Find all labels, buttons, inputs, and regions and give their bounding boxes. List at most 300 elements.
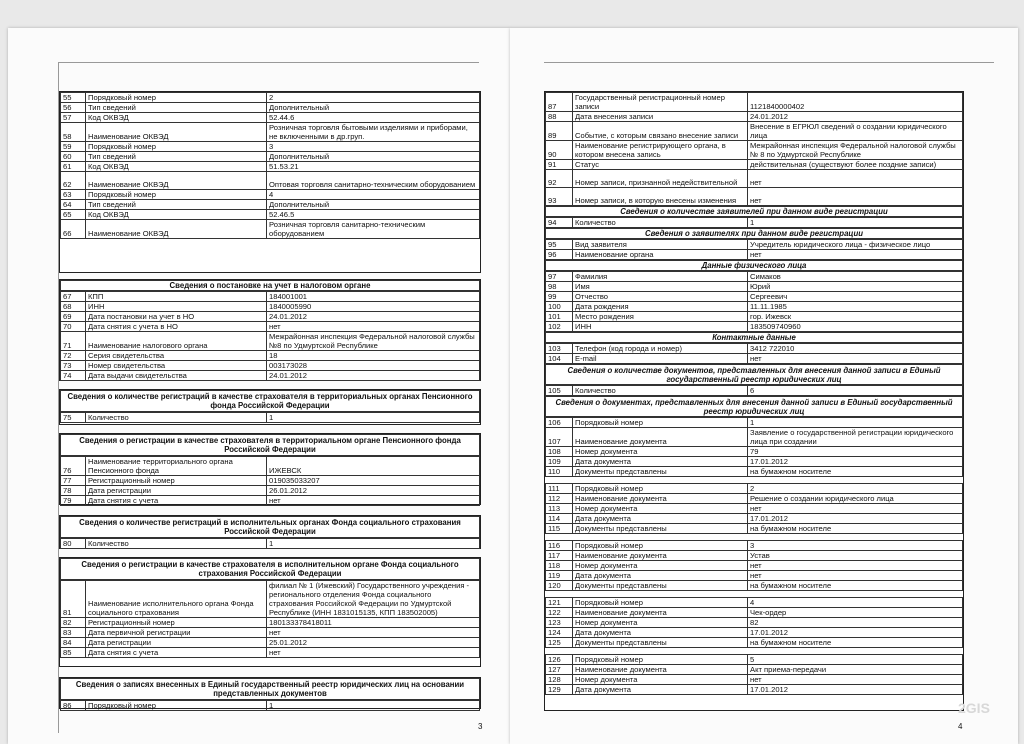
table-row <box>61 103 480 113</box>
table-row <box>61 618 480 628</box>
table-row <box>546 312 963 322</box>
field-name: Порядковый номер <box>573 541 748 551</box>
field-name: Документы представлены <box>573 581 748 591</box>
row-number: 75 <box>61 413 86 423</box>
table-row <box>61 457 480 476</box>
field-value: нет <box>267 496 480 506</box>
field-name: Регистрационный номер <box>86 476 267 486</box>
row-number: 90 <box>546 141 573 160</box>
field-name: Количество <box>86 539 267 549</box>
field-value: гор. Ижевск <box>748 312 963 322</box>
row-number: 97 <box>546 272 573 282</box>
field-name: Событие, с которым связано внесение записи <box>573 122 748 141</box>
field-name: Вид заявителя <box>573 240 748 250</box>
table-row <box>61 638 480 648</box>
section-title: Сведения о количестве документов, представленных для внесения данной записи в Единый государственный реестр юридических лиц <box>546 365 963 385</box>
table-row <box>546 581 963 591</box>
field-value: 4 <box>267 190 480 200</box>
field-name: Порядковый номер <box>573 598 748 608</box>
okved-block <box>59 91 481 273</box>
row-number: 108 <box>546 447 573 457</box>
field-value: Симаков <box>748 272 963 282</box>
table-row <box>546 93 963 112</box>
field-value: нет <box>748 188 963 206</box>
watermark-2gis: 2GIS <box>958 700 990 716</box>
field-value: 1121840000402 <box>748 93 963 112</box>
field-name: Код ОКВЭД <box>86 210 267 220</box>
row-number: 88 <box>546 112 573 122</box>
table-row <box>546 524 963 534</box>
row-number: 76 <box>61 457 86 476</box>
row-number: 98 <box>546 282 573 292</box>
section-title: Сведения о заявителях при данном виде регистрации <box>546 229 963 239</box>
table-row <box>61 113 480 123</box>
field-value: нет <box>748 170 963 188</box>
fss-count-table <box>60 538 480 549</box>
pfr-count-block <box>59 389 481 425</box>
field-name: E-mail <box>573 354 748 364</box>
field-name: Наименование документа <box>573 608 748 618</box>
field-name: Порядковый номер <box>86 190 267 200</box>
table-row <box>61 210 480 220</box>
field-value: на бумажном носителе <box>748 581 963 591</box>
table-row <box>546 457 963 467</box>
contacts-table <box>545 343 963 364</box>
field-name: Отчество <box>573 292 748 302</box>
field-name: Дата постановки на учет в НО <box>86 312 267 322</box>
field-value: 51.53.21 <box>267 162 480 172</box>
row-number: 115 <box>546 524 573 534</box>
row-number: 114 <box>546 514 573 524</box>
field-name: ИНН <box>86 302 267 312</box>
row-number: 107 <box>546 428 573 447</box>
row-number: 118 <box>546 561 573 571</box>
table-row <box>61 292 480 302</box>
field-value: Чек-ордер <box>748 608 963 618</box>
field-value: 17.01.2012 <box>748 457 963 467</box>
field-value: 18 <box>267 351 480 361</box>
field-value: Оптовая торговля санитарно-техническим оборудованием <box>267 172 480 190</box>
table-row <box>61 413 480 423</box>
field-name: Дата снятия с учета <box>86 496 267 506</box>
field-value: филиал № 1 (Ижевский) Государственного учреждения - регионального отделения Фонда социального страхования Российской Федерации по Удмуртской Республике (ИНН 1831015135, КПП 183502005) <box>267 581 480 618</box>
document-group-table <box>545 417 963 477</box>
table-row <box>61 476 480 486</box>
field-name: Количество <box>573 386 748 396</box>
field-value: Внесение в ЕГРЮЛ сведений о создании юридического лица <box>748 122 963 141</box>
field-name: Порядковый номер <box>86 93 267 103</box>
row-number: 102 <box>546 322 573 332</box>
field-value: на бумажном носителе <box>748 467 963 477</box>
row-number: 105 <box>546 386 573 396</box>
field-name: Наименование документа <box>573 551 748 561</box>
field-value: 24.01.2012 <box>748 112 963 122</box>
field-name: Наименование документа <box>573 428 748 447</box>
table-row <box>546 240 963 250</box>
field-name: Дата документа <box>573 685 748 695</box>
field-value: 11.11.1985 <box>748 302 963 312</box>
field-value: на бумажном носителе <box>748 524 963 534</box>
field-value: 26.01.2012 <box>267 486 480 496</box>
row-number: 68 <box>61 302 86 312</box>
field-value: нет <box>748 250 963 260</box>
applicants-count-table <box>545 217 963 228</box>
row-number: 57 <box>61 113 86 123</box>
field-name: ИНН <box>573 322 748 332</box>
table-row <box>546 250 963 260</box>
row-number: 71 <box>61 332 86 351</box>
field-value: нет <box>267 648 480 658</box>
fss-reg-block <box>59 557 481 667</box>
field-value: 2 <box>267 93 480 103</box>
row-number: 94 <box>546 218 573 228</box>
field-name: Код ОКВЭД <box>86 113 267 123</box>
row-number: 56 <box>61 103 86 113</box>
row-number: 123 <box>546 618 573 628</box>
table-row <box>546 344 963 354</box>
table-row <box>546 504 963 514</box>
field-value: 3 <box>267 142 480 152</box>
field-value: 17.01.2012 <box>748 628 963 638</box>
table-row <box>61 581 480 618</box>
field-value: 24.01.2012 <box>267 312 480 322</box>
table-row <box>546 218 963 228</box>
table-row <box>546 447 963 457</box>
row-number: 59 <box>61 142 86 152</box>
field-value: ИЖЕВСК <box>267 457 480 476</box>
field-value: нет <box>748 675 963 685</box>
field-value: нет <box>267 322 480 332</box>
field-name: Наименование органа <box>573 250 748 260</box>
person-table <box>545 271 963 332</box>
field-value: 52.46.5 <box>267 210 480 220</box>
section-title: Сведения о документах, представленных для внесения данной записи в Единый государственный реестр юридических лиц <box>546 397 963 417</box>
field-name: Место рождения <box>573 312 748 322</box>
table-row <box>546 188 963 206</box>
row-number: 80 <box>61 539 86 549</box>
field-name: Дата снятия с учета <box>86 648 267 658</box>
field-value: 3412 722010 <box>748 344 963 354</box>
field-name: Наименование налогового органа <box>86 332 267 351</box>
row-number: 82 <box>61 618 86 628</box>
section-title: Сведения о количестве регистраций в исполнительных органах Фонда социального страхования Российской Федерации <box>61 517 480 538</box>
field-name: Номер документа <box>573 447 748 457</box>
row-number: 73 <box>61 361 86 371</box>
field-value: 79 <box>748 447 963 457</box>
row-number: 69 <box>61 312 86 322</box>
field-value: нет <box>748 571 963 581</box>
section-title: Данные физического лица <box>546 261 963 271</box>
table-row <box>61 220 480 239</box>
table-row <box>546 655 963 665</box>
field-name: Документы представлены <box>573 524 748 534</box>
section-title: Сведения о постановке на учет в налоговом органе <box>61 281 480 291</box>
field-value: 1 <box>748 218 963 228</box>
field-value: 6 <box>748 386 963 396</box>
field-name: Телефон (код города и номер) <box>573 344 748 354</box>
table-row <box>546 571 963 581</box>
table-row <box>61 648 480 658</box>
page-right <box>544 62 994 733</box>
table-row <box>546 675 963 685</box>
row-number: 61 <box>61 162 86 172</box>
fss-count-block <box>59 515 481 549</box>
field-value: Устав <box>748 551 963 561</box>
table-row <box>546 418 963 428</box>
table-row <box>61 152 480 162</box>
row-number: 125 <box>546 638 573 648</box>
field-name: Наименование территориального органа Пенсионного фонда <box>86 457 267 476</box>
table-row <box>61 628 480 638</box>
table-row <box>546 272 963 282</box>
row-number: 111 <box>546 484 573 494</box>
section-title: Сведения о количестве заявителей при данном виде регистрации <box>546 207 963 217</box>
row-number: 77 <box>61 476 86 486</box>
document-group-table <box>545 597 963 648</box>
row-number: 101 <box>546 312 573 322</box>
row-number: 126 <box>546 655 573 665</box>
field-name: Серия свидетельства <box>86 351 267 361</box>
field-name: Дата рождения <box>573 302 748 312</box>
table-row <box>546 141 963 160</box>
row-number: 122 <box>546 608 573 618</box>
field-name: Номер свидетельства <box>86 361 267 371</box>
field-value: 183509740960 <box>748 322 963 332</box>
field-name: Номер документа <box>573 675 748 685</box>
row-number: 110 <box>546 467 573 477</box>
field-value: Дополнительный <box>267 103 480 113</box>
table-row <box>546 292 963 302</box>
field-value: Дополнительный <box>267 152 480 162</box>
field-name: Количество <box>86 413 267 423</box>
field-value: Учредитель юридического лица - физическое лицо <box>748 240 963 250</box>
field-value: нет <box>267 628 480 638</box>
row-number: 72 <box>61 351 86 361</box>
table-row <box>61 332 480 351</box>
table-row <box>546 598 963 608</box>
section-title: Сведения о количестве регистраций в качестве страхователя в территориальных органах Пенсионного фонда Российской Федерации <box>61 391 480 412</box>
field-value: Решение о создании юридического лица <box>748 494 963 504</box>
field-name: Порядковый номер <box>86 142 267 152</box>
table-row <box>546 354 963 364</box>
row-number: 100 <box>546 302 573 312</box>
row-number: 124 <box>546 628 573 638</box>
field-name: Документы представлены <box>573 467 748 477</box>
field-name: Номер записи, признанной недействительной <box>573 170 748 188</box>
table-row <box>546 561 963 571</box>
egrul-block <box>59 677 481 709</box>
table-row <box>546 467 963 477</box>
field-name: Статус <box>573 160 748 170</box>
row-number: 63 <box>61 190 86 200</box>
table-row <box>546 302 963 312</box>
document-group-table <box>545 540 963 591</box>
document-group-table <box>545 483 963 534</box>
row-number: 79 <box>61 496 86 506</box>
tax-table <box>60 291 480 381</box>
field-name: Наименование ОКВЭД <box>86 220 267 239</box>
table-row <box>61 162 480 172</box>
pfr-reg-table <box>60 456 480 506</box>
row-number: 89 <box>546 122 573 141</box>
table-row <box>546 608 963 618</box>
table-row <box>546 170 963 188</box>
row-number: 99 <box>546 292 573 302</box>
table-row <box>546 541 963 551</box>
table-row <box>61 172 480 190</box>
row-number: 86 <box>61 701 86 711</box>
field-name: Номер документа <box>573 618 748 628</box>
table-row <box>546 514 963 524</box>
field-value: 3 <box>748 541 963 551</box>
table-row <box>61 539 480 549</box>
field-name: Количество <box>573 218 748 228</box>
field-value: 25.01.2012 <box>267 638 480 648</box>
field-name: Имя <box>573 282 748 292</box>
field-name: Дата снятия с учета в НО <box>86 322 267 332</box>
record-table <box>545 92 963 206</box>
field-name: Дата первичной регистрации <box>86 628 267 638</box>
field-name: Порядковый номер <box>573 418 748 428</box>
row-number: 112 <box>546 494 573 504</box>
table-row <box>546 638 963 648</box>
section-title: Контактные данные <box>546 333 963 343</box>
row-number: 78 <box>61 486 86 496</box>
row-number: 129 <box>546 685 573 695</box>
field-name: Дата выдачи свидетельства <box>86 371 267 381</box>
row-number: 116 <box>546 541 573 551</box>
table-row <box>61 361 480 371</box>
table-row <box>546 386 963 396</box>
row-number: 60 <box>61 152 86 162</box>
row-number: 70 <box>61 322 86 332</box>
field-value: 1 <box>267 701 480 711</box>
table-row <box>546 112 963 122</box>
row-number: 81 <box>61 581 86 618</box>
row-number: 109 <box>546 457 573 467</box>
field-value: 24.01.2012 <box>267 371 480 381</box>
row-number: 103 <box>546 344 573 354</box>
row-number: 84 <box>61 638 86 648</box>
table-row <box>61 701 480 711</box>
document-group-table <box>545 654 963 695</box>
okved-table <box>60 92 480 239</box>
row-number: 65 <box>61 210 86 220</box>
field-name: Дата документа <box>573 628 748 638</box>
table-row <box>546 494 963 504</box>
field-name: Наименование документа <box>573 665 748 675</box>
table-row <box>61 302 480 312</box>
field-value: действительная (существуют более поздние записи) <box>748 160 963 170</box>
field-name: Номер записи, в которую внесены изменения <box>573 188 748 206</box>
field-value: Дополнительный <box>267 200 480 210</box>
doc-groups <box>545 417 963 695</box>
field-name: Наименование ОКВЭД <box>86 123 267 142</box>
field-value: 180133378418011 <box>267 618 480 628</box>
tax-block <box>59 279 481 381</box>
field-value: 003173028 <box>267 361 480 371</box>
row-number: 92 <box>546 170 573 188</box>
field-value: 17.01.2012 <box>748 514 963 524</box>
page-left <box>58 62 479 733</box>
field-value: Розничная торговля бытовыми изделиями и приборами, не включенными в др.груп. <box>267 123 480 142</box>
pfr-count-table <box>60 412 480 423</box>
table-row <box>61 93 480 103</box>
field-name: Дата документа <box>573 514 748 524</box>
table-row <box>546 160 963 170</box>
field-value: Межрайонная инспекция Федеральной налоговой службы №8 по Удмуртской Республике <box>267 332 480 351</box>
field-name: Тип сведений <box>86 103 267 113</box>
row-number: 64 <box>61 200 86 210</box>
table-row <box>61 190 480 200</box>
row-number: 87 <box>546 93 573 112</box>
field-name: Дата регистрации <box>86 638 267 648</box>
field-value: 52.44.6 <box>267 113 480 123</box>
field-name: Тип сведений <box>86 152 267 162</box>
field-value: Межрайонная инспекция Федеральной налоговой службы № 8 по Удмуртской Республике <box>748 141 963 160</box>
table-row <box>61 496 480 506</box>
field-name: Документы представлены <box>573 638 748 648</box>
field-value: 184001001 <box>267 292 480 302</box>
right-block <box>544 91 964 711</box>
row-number: 96 <box>546 250 573 260</box>
table-row <box>61 123 480 142</box>
row-number: 121 <box>546 598 573 608</box>
field-value: Розничная торговля санитарно-техническим оборудованием <box>267 220 480 239</box>
row-number: 120 <box>546 581 573 591</box>
row-number: 74 <box>61 371 86 381</box>
row-number: 95 <box>546 240 573 250</box>
field-name: Наименование документа <box>573 494 748 504</box>
row-number: 55 <box>61 93 86 103</box>
table-row <box>546 122 963 141</box>
table-row <box>61 371 480 381</box>
table-row <box>546 282 963 292</box>
row-number: 93 <box>546 188 573 206</box>
field-value: 5 <box>748 655 963 665</box>
row-number: 91 <box>546 160 573 170</box>
field-name: Дата документа <box>573 571 748 581</box>
page-number-right: 4 <box>958 722 963 731</box>
row-number: 119 <box>546 571 573 581</box>
field-value: 2 <box>748 484 963 494</box>
field-value: 1840005990 <box>267 302 480 312</box>
pfr-reg-block <box>59 433 481 505</box>
field-name: Номер документа <box>573 561 748 571</box>
field-name: Фамилия <box>573 272 748 282</box>
egrul-table <box>60 700 480 711</box>
field-value: 019035033207 <box>267 476 480 486</box>
field-value: 1 <box>267 539 480 549</box>
field-name: Порядковый номер <box>573 655 748 665</box>
table-row <box>61 351 480 361</box>
field-name: КПП <box>86 292 267 302</box>
table-row <box>546 551 963 561</box>
field-name: Дата регистрации <box>86 486 267 496</box>
field-value: 4 <box>748 598 963 608</box>
fss-reg-table <box>60 580 480 658</box>
field-value: Сергеевич <box>748 292 963 302</box>
field-value: 1 <box>267 413 480 423</box>
section-title: Сведения о регистрации в качестве страхователя в исполнительном органе Фонда социального страхования Российской Федерации <box>61 559 480 580</box>
table-row <box>546 665 963 675</box>
docs-count-table <box>545 385 963 396</box>
field-value: на бумажном носителе <box>748 638 963 648</box>
field-value: нет <box>748 504 963 514</box>
table-row <box>61 486 480 496</box>
field-value: 1 <box>748 418 963 428</box>
table-row <box>546 685 963 695</box>
